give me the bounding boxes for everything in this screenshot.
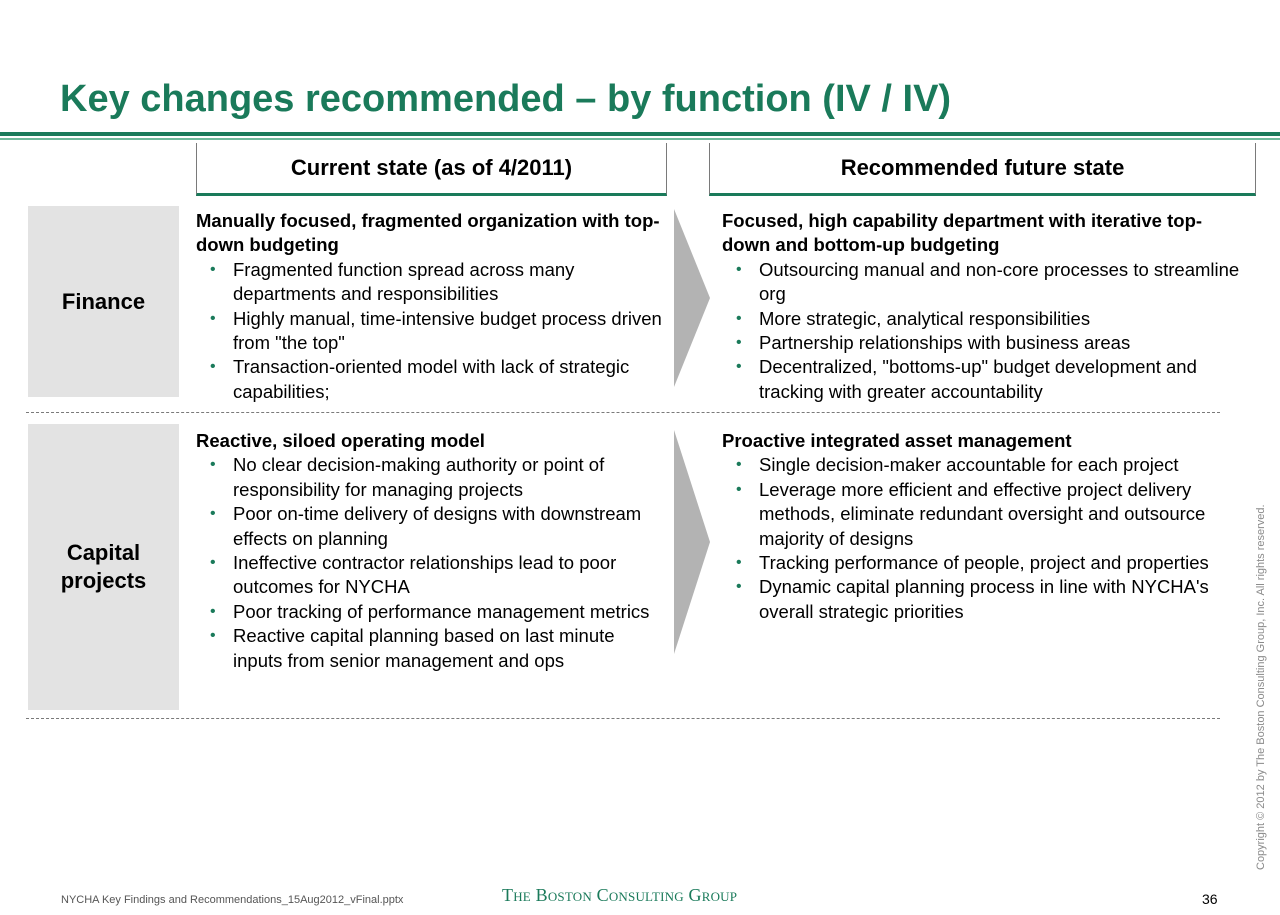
finance-current-state (196, 209, 666, 404)
list-item (722, 307, 1247, 331)
row-label-line: projects (60, 568, 147, 593)
bullet-icon: • (736, 309, 742, 327)
list-item (196, 258, 666, 307)
list-item (722, 331, 1247, 355)
list-item (722, 258, 1247, 307)
bullet-text: Highly manual, time-intensive budget process driven from "the top" (233, 307, 662, 354)
row-divider (26, 718, 1220, 719)
bullet-icon: • (736, 358, 742, 376)
finance-future-heading: Focused, high capability department with iterative top-down and bottom-up budgeting (722, 210, 1203, 256)
bullet-text: Decentralized, "bottoms-up" budget development and tracking with greater accountability (759, 356, 1197, 402)
capital-future-state (722, 429, 1247, 624)
row-label-line: Finance (61, 288, 146, 314)
bullet-text: Leverage more efficient and effective project delivery methods, eliminate redundant oversight and outsource majority of designs (759, 478, 1206, 549)
row-label-capital-projects (28, 424, 179, 710)
bullet-icon: • (210, 627, 216, 645)
page-title: Key changes recommended – by function (IV / IV) (60, 78, 952, 120)
bullet-text: No clear decision-making authority or point of responsibility for managing projects (233, 454, 605, 500)
copyright-notice: Copyright © 2012 by The Boston Consulting Group, Inc. All rights reserved. (1255, 504, 1267, 870)
bullet-icon: • (210, 358, 216, 376)
bullet-icon: • (210, 260, 216, 278)
title-rule (0, 132, 1280, 136)
bullet-text: Reactive capital planning based on last minute inputs from senior management and ops (233, 625, 615, 671)
bullet-icon: • (736, 578, 742, 596)
row-divider (26, 412, 1220, 413)
list-item (196, 624, 666, 673)
bcg-logo: The Boston Consulting Group (502, 885, 738, 905)
bullet-icon: • (210, 309, 216, 327)
bullet-text: Outsourcing manual and non-core processes to streamline org (759, 258, 1240, 305)
column-header-current: Current state (as of 4/2011) (196, 143, 667, 196)
list-item (196, 307, 666, 356)
title-rule-accent (0, 138, 1280, 140)
finance-future-state (722, 209, 1247, 404)
chevron-right-icon (674, 430, 712, 654)
bullet-text: Poor on-time delivery of designs with downstream effects on planning (233, 503, 642, 549)
bullet-icon: • (210, 554, 216, 572)
column-header-future: Recommended future state (709, 143, 1256, 196)
bullet-icon: • (210, 456, 216, 474)
capital-future-heading: Proactive integrated asset management (722, 430, 1072, 451)
capital-current-heading: Reactive, siloed operating model (196, 430, 485, 451)
bullet-text: Poor tracking of performance management metrics (233, 600, 650, 622)
list-item (722, 551, 1247, 575)
chevron-right-icon (674, 209, 712, 387)
bullet-text: Tracking performance of people, project and properties (759, 552, 1209, 574)
list-item (196, 600, 666, 624)
bullet-icon: • (736, 334, 742, 352)
bullet-icon: • (736, 554, 742, 572)
bullet-icon: • (736, 260, 742, 278)
list-item (722, 478, 1247, 551)
row-label-line: Capital (66, 540, 141, 565)
bullet-text: Single decision-maker accountable for each project (759, 454, 1179, 476)
bullet-text: More strategic, analytical responsibilities (759, 307, 1091, 329)
capital-current-state (196, 429, 666, 673)
bullet-text: Fragmented function spread across many departments and responsibilities (233, 258, 575, 305)
bullet-icon: • (210, 602, 216, 620)
list-item (196, 502, 666, 551)
list-item (196, 551, 666, 600)
finance-current-heading: Manually focused, fragmented organization with top-down budgeting (196, 210, 660, 256)
footer-file-name: NYCHA Key Findings and Recommendations_15Aug2012_vFinal.pptx (61, 894, 404, 906)
page-number: 36 (1202, 891, 1218, 907)
bullet-text: Transaction-oriented model with lack of strategic capabilities; (233, 356, 630, 402)
bullet-icon: • (736, 456, 742, 474)
bullet-text: Partnership relationships with business areas (759, 332, 1131, 354)
list-item (722, 355, 1247, 404)
bullet-icon: • (210, 505, 216, 523)
row-label-finance (28, 206, 179, 397)
list-item (722, 575, 1247, 624)
bullet-text: Ineffective contractor relationships lead to poor outcomes for NYCHA (233, 552, 617, 598)
bullet-text: Dynamic capital planning process in line with NYCHA's overall strategic priorities (759, 576, 1209, 622)
bullet-icon: • (736, 480, 742, 498)
list-item (196, 355, 666, 404)
list-item (722, 453, 1247, 477)
list-item (196, 453, 666, 502)
